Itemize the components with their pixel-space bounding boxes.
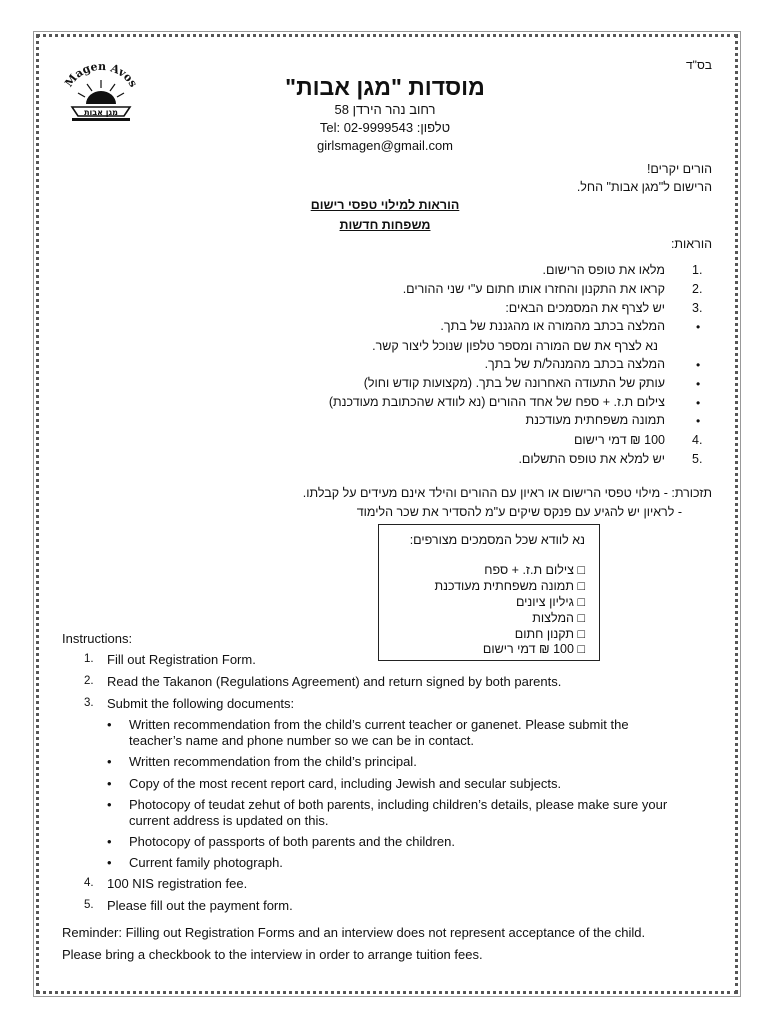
he-bullet-note: נא לצרף את שם המורה ומספר טלפון שנוכל ליצור קשר. xyxy=(372,339,658,353)
he-item: יש למלא את טופס התשלום. xyxy=(518,452,665,466)
en-item: Submit the following documents: xyxy=(107,696,295,711)
bullet-icon: • xyxy=(696,377,701,391)
checklist-item: □ תמונה משפחתית מעודכנת xyxy=(434,579,585,593)
reminder-he-2: - לראיון יש להגיע עם פנקס שיקים ע"מ להסדיר את שכר הלימוד xyxy=(356,505,682,519)
reminder-en: Reminder: Filling out Registration Forms and an interview does not represent acceptance of the child. xyxy=(62,925,646,940)
en-item: Please fill out the payment form. xyxy=(107,898,293,913)
instructions-label-en: Instructions: xyxy=(62,631,133,646)
page-title: מוסדות "מגן אבות" xyxy=(285,74,485,100)
he-num: 4. xyxy=(692,433,703,447)
he-item: יש לצרף את המסמכים הבאים: xyxy=(505,301,665,315)
bullet-icon: • xyxy=(107,754,112,769)
instructions-label-he: הוראות: xyxy=(670,237,712,251)
en-num: 2. xyxy=(84,675,94,687)
en-item: Fill out Registration Form. xyxy=(107,652,256,667)
en-bullet: Written recommendation from the child’s current teacher or ganenet. Please submit the teacher’s name and phone number so we can be in contact. xyxy=(129,717,629,748)
he-bullet: צילום ת.ז. + ספח של אחד ההורים (נא לוודא שהכתובת מעודכנת) xyxy=(328,395,665,409)
checklist-item: □ תקנון חתום xyxy=(514,627,585,641)
reminder-he: תזכורת: - מילוי טפסי הרישום או ראיון עם ההורים והילד אינם מעידים על קבלתו. xyxy=(302,486,712,500)
email: girlsmagen@gmail.com xyxy=(316,138,454,153)
bullet-icon: • xyxy=(696,396,701,410)
he-item: קראו את התקנון והחזרו אותו חתום ע"י שני ההורים. xyxy=(402,282,665,296)
bullet-icon: • xyxy=(696,414,701,428)
en-num: 4. xyxy=(84,877,94,889)
logo-hebrew: מגן אבות xyxy=(84,108,118,117)
en-num: 5. xyxy=(84,899,94,911)
en-item: 100 NIS registration fee. xyxy=(107,876,248,891)
he-bullet: עותק של התעודה האחרונה של בתך. (מקצועות קודש וחול) xyxy=(363,376,665,390)
bullet-icon: • xyxy=(107,797,112,812)
he-num: 5. xyxy=(692,452,703,466)
bullet-icon: • xyxy=(107,834,112,849)
bullet-icon: • xyxy=(107,855,112,870)
checklist-item: □ צילום ת.ז. + ספח xyxy=(484,563,585,577)
logo-text: Magen Avos xyxy=(62,60,140,90)
address: רחוב נהר הירדן 58 xyxy=(334,102,436,117)
en-num: 3. xyxy=(84,697,94,709)
he-num: 2. xyxy=(692,282,703,296)
en-bullet: Written recommendation from the child’s principal. xyxy=(129,754,417,769)
heading-instructions: הוראות למילוי טפסי רישום xyxy=(310,198,460,212)
checklist-item: □ המלצות xyxy=(532,611,585,625)
he-bullet: תמונה משפחתית מעודכנת xyxy=(525,413,665,427)
he-num: 1. xyxy=(692,263,703,277)
greeting: הורים יקרים! xyxy=(646,162,712,176)
he-item: מלאו את טופס הרישום. xyxy=(542,263,665,277)
en-bullet: Current family photograph. xyxy=(129,855,283,870)
he-bullet: המלצה בכתב מהמורה או מהגננת של בתך. xyxy=(440,319,665,333)
reminder-en-2: Please bring a checkbook to the interview in order to arrange tuition fees. xyxy=(62,947,483,962)
bullet-icon: • xyxy=(696,358,701,372)
checklist-box xyxy=(378,524,600,661)
bsd-mark: בס"ד xyxy=(686,58,712,72)
registration-open: הרישום ל"מגן אבות" החל. xyxy=(576,180,712,194)
en-bullet: Copy of the most recent report card, including Jewish and secular subjects. xyxy=(129,776,562,791)
bullet-icon: • xyxy=(696,320,701,334)
he-num: 3. xyxy=(692,301,703,315)
en-bullet: Photocopy of passports of both parents and the children. xyxy=(129,834,455,849)
checklist-item: □ גיליון ציונים xyxy=(515,595,585,609)
en-bullet: Photocopy of teudat zehut of both parents, including children’s details, please make sure your current address is updated on this. xyxy=(129,797,668,828)
bullet-icon: • xyxy=(107,717,112,732)
heading-new-families: משפחות חדשות xyxy=(339,218,431,232)
he-bullet: המלצה בכתב מהמנהל/ת של בתך. xyxy=(484,357,665,371)
bullet-icon: • xyxy=(107,776,112,791)
checklist-title: נא לוודא שכל המסמכים מצורפים: xyxy=(409,533,585,547)
en-item: Read the Takanon (Regulations Agreement) and return signed by both parents. xyxy=(107,674,562,689)
en-num: 1. xyxy=(84,653,94,665)
phone: טלפון: Tel: 02-9999543 xyxy=(319,120,451,135)
checklist-item: □ 100 ₪ דמי רישום xyxy=(482,642,585,656)
he-item-fee: 100 ₪ דמי רישום xyxy=(573,433,665,447)
